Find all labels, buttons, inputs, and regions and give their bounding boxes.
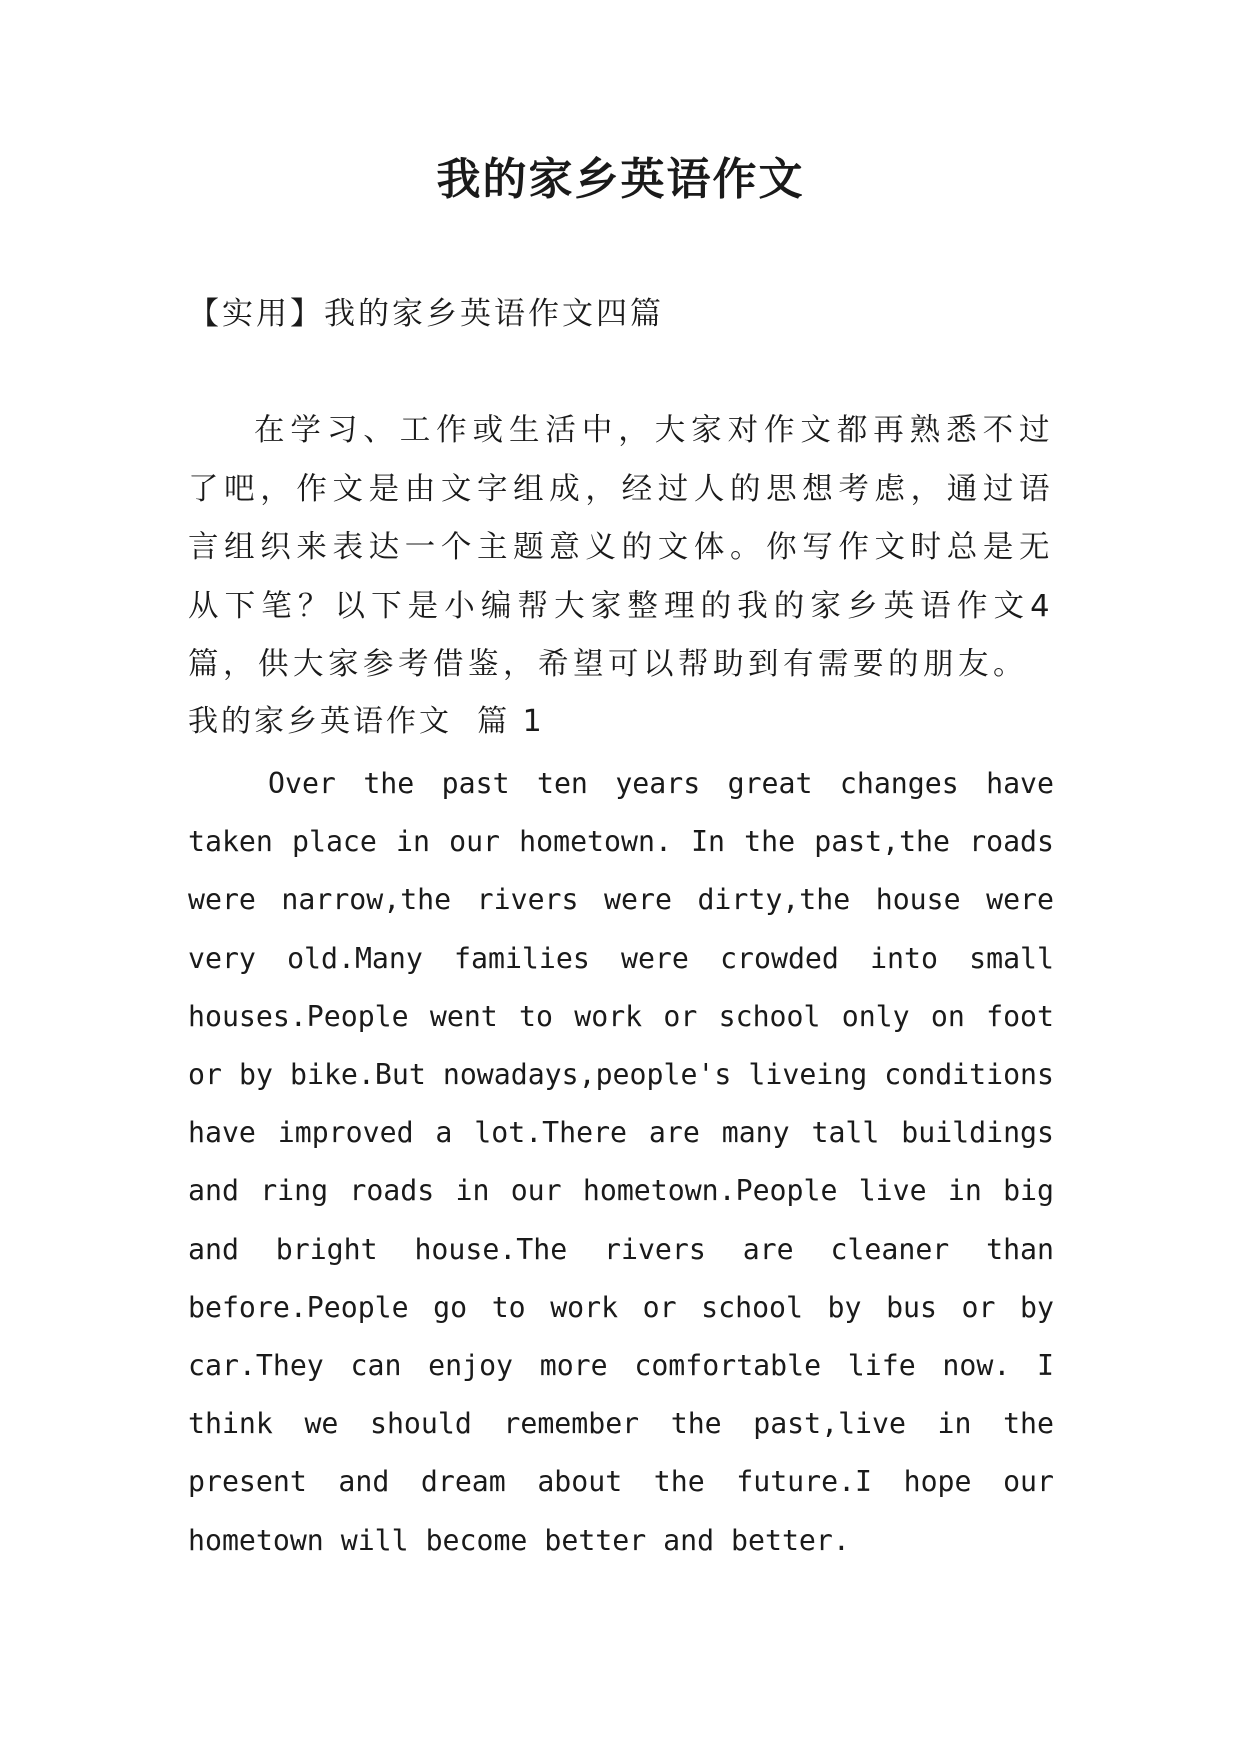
essay-paragraph: Over the past ten years great changes have taken place in our hometown. In the past,the roads were narrow,the rivers were dirty,the house were very old.Many families were crowded into small houses.People went to work or school only on foot or by bike.But nowadays,people's liveing conditions have improved a lot.There are many tall buildings and ring roads in our hometown.People live in big and bright house.The rivers are cleaner than before.People go to work or school by bus or by car.They can enjoy more comfortable life now. I think we should remember the past,live in the present and dream about the future.I hope our hometown will become better and better. <box>188 767 1054 1557</box>
document-subtitle: 【实用】我的家乡英语作文四篇 <box>188 296 664 332</box>
section-heading: 我的家乡英语作文 篇 1 <box>188 704 545 739</box>
document-title: 我的家乡英语作文 <box>436 154 805 205</box>
intro-paragraph: 在学习、工作或生活中，大家对作文都再熟悉不过了吧，作文是由文字组成，经过人的思想考虑，通过语言组织来表达一个主题意义的文体。你写作文时总是无从下笔？以下是小编帮大家整理的我的家乡英语作文4篇，供大家参考借鉴，希望可以帮助到有需要的朋友。 <box>188 413 1054 682</box>
